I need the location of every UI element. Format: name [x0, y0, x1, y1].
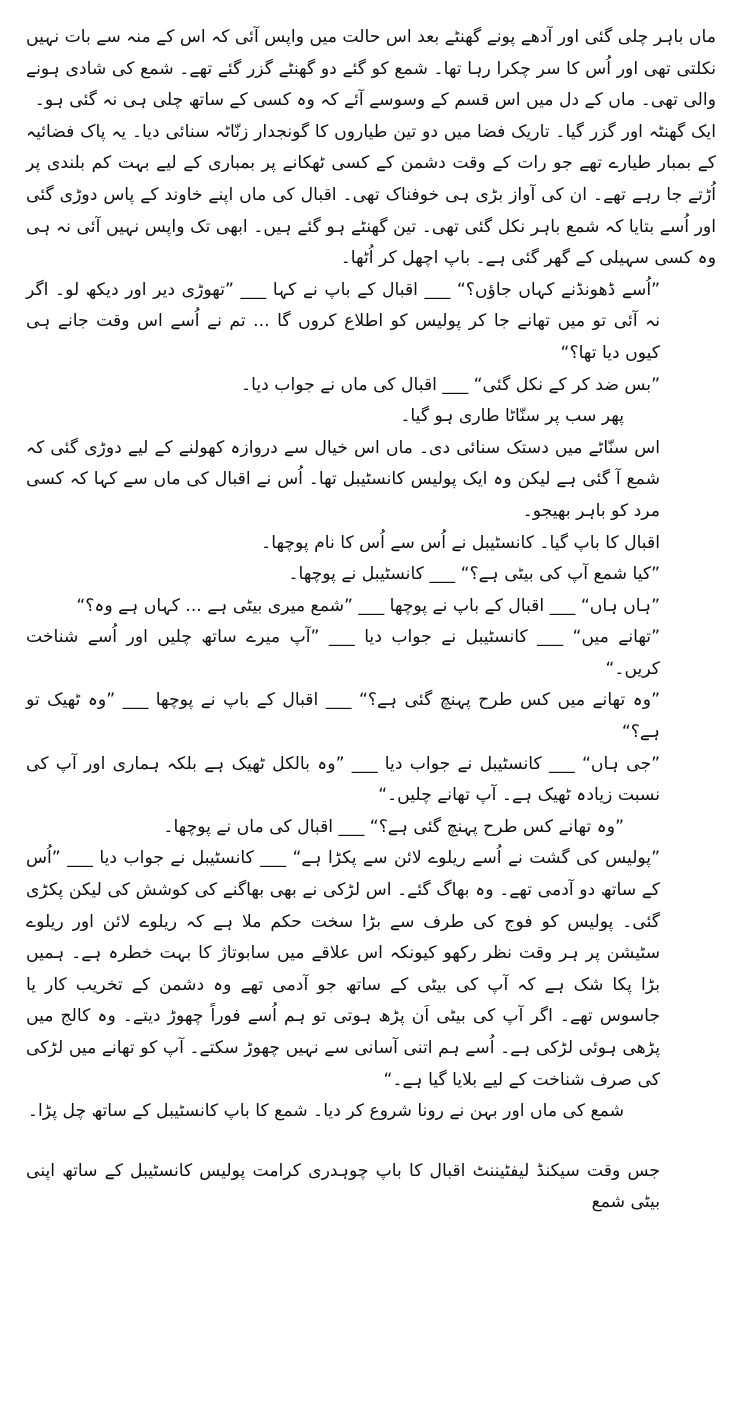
paragraph-13: ”وہ تھانے کس طرح پہنچ گئی ہے؟“ ___ اقبال کی ماں نے پوچھا۔	[163, 816, 624, 837]
paragraph-9: ”ہاں ہاں“ ___ اقبال کے باپ نے پوچھا ___ ”شمع میری بیٹی ہے ... کہاں ہے وہ؟“	[76, 595, 660, 616]
paragraph-1: ماں باہر چلی گئی اور آدھے پونے گھنٹے بعد اس حالت میں واپس آئی کہ اس کے منہ سے بات نہیں نکلتی تھی اور اُس کا سر چکرا رہا تھا۔ شمع کو گئے دو گھنٹے گزر گئے تھے۔ شمع کی شادی ہونے والی تھی۔ ماں کے دل میں اس قسم کے وسوسے آئے کہ وہ کسی کے ساتھ چلی ہی نہ گئی ہو۔	[26, 27, 716, 111]
final-line: جس وقت سیکنڈ لیفٹیننٹ اقبال کا باپ چوہدری کرامت پولیس کانسٹیبل کے ساتھ اپنی بیٹی شمع	[26, 1160, 660, 1213]
paragraph-2: ایک گھنٹہ اور گزر گیا۔ تاریک فضا میں دو تین طیاروں کا گونجدار زنّاٹہ سنائی دیا۔ یہ پاک فضائیہ کے بمبار طیارے تھے جو رات کے وقت دشمن کے کسی ٹھکانے پر بمباری کے لیے بہت کم بلندی پر اُڑتے جا رہے تھے۔ ان کی آواز بڑی ہی خوفناک تھی۔ اقبال کی ماں اپنے خاوند کے پاس دوڑی گئی اور اُسے بتایا کہ شمع باہر نکل گئی تھی۔ تین گھنٹے ہو گئے ہیں۔ ابھی تک واپس نہیں آئی نہ ہی وہ کسی سہیلی کے گھر گئی ہے۔ باپ اچھل کر اُٹھا۔	[26, 121, 716, 269]
paragraph-3: ”اُسے ڈھونڈنے کہاں جاؤں؟“ ___ اقبال کے باپ نے کہا ___ ”تھوڑی دیر اور دیکھ لو۔ اگر نہ آئی تو میں تھانے جا کر پولیس کو اطلاع کروں گا ... تم نے اُسے اس وقت جانے ہی کیوں دیا تھا؟“	[26, 279, 660, 363]
paragraph-11: ”وہ تھانے میں کس طرح پہنچ گئی ہے؟“ ___ اقبال کے باپ نے پوچھا ___ ”وہ ٹھیک تو ہے؟“	[26, 690, 660, 743]
paragraph-4: ”بس ضد کر کے نکل گئی“ ___ اقبال کی ماں نے جواب دیا۔	[241, 374, 660, 395]
paragraph-8: ”کیا شمع آپ کی بیٹی ہے؟“ ___ کانسٹیبل نے پوچھا۔	[288, 564, 660, 585]
paragraph-14: ”پولیس کی گشت نے اُسے ریلوے لائن سے پکڑا ہے“ ___ کانسٹیبل نے جواب دیا ___ ”اُس کے ساتھ دو آدمی تھے۔ وہ بھاگ گئے۔ اس لڑکی نے بھی بھاگنے کی کوشش کی لیکن پکڑی گئی۔ پولیس کو فوج کی طرف سے بڑا سخت حکم ملا ہے کہ ریلوے لائن اور ریلوے سٹیشن پر ہر وقت نظر رکھو کیونکہ اس علاقے میں سابوتاژ کا بہت خطرہ ہے۔ ہمیں بڑا پکا شک ہے کہ آپ کی بیٹی کے ساتھ جو آدمی تھے وہ دشمن کے تخریب کار یا جاسوس تھے۔ اگر آپ کی بیٹی اَن پڑھ ہوتی تو ہم اُسے فوراً چھوڑ دیتے۔ وہ کالج میں پڑھی ہوئی لڑکی ہے۔ اُسے ہم اتنی آسانی سے نہیں چھوڑ سکتے۔ آپ کو تھانے میں لڑکی کی صرف شناخت کے لیے بلایا گیا ہے۔“	[26, 848, 660, 1090]
paragraph-10: ”تھانے میں“ ___ کانسٹیبل نے جواب دیا ___ ”آپ میرے ساتھ چلیں اور اُسے شناخت کریں۔“	[26, 627, 660, 679]
paragraph-6: اس سنّاٹے میں دستک سنائی دی۔ ماں اس خیال سے دروازہ کھولنے کے لیے دوڑی گئی کہ شمع آ گئی ہے لیکن وہ ایک پولیس کانسٹیبل تھا۔ اُس نے اقبال کی ماں سے کہا کہ کسی مرد کو باہر بھیجو۔	[26, 437, 660, 521]
paragraph-15: شمع کی ماں اور بہن نے رونا شروع کر دیا۔ شمع کا باپ کانسٹیبل کے ساتھ چل پڑا۔	[27, 1101, 624, 1122]
paragraph-5: پھر سب پر سنّاٹا طاری ہو گیا۔	[400, 406, 624, 427]
paragraph-12: ”جی ہاں“ ___ کانسٹیبل نے جواب دیا ___ ”وہ بالکل ٹھیک ہے بلکہ ہماری اور آپ کی نسبت زیادہ ٹھیک ہے۔ آپ تھانے چلیں۔“	[26, 753, 660, 806]
paragraph-7: اقبال کا باپ گیا۔ کانسٹیبل نے اُس سے اُس کا نام پوچھا۔	[261, 532, 660, 553]
